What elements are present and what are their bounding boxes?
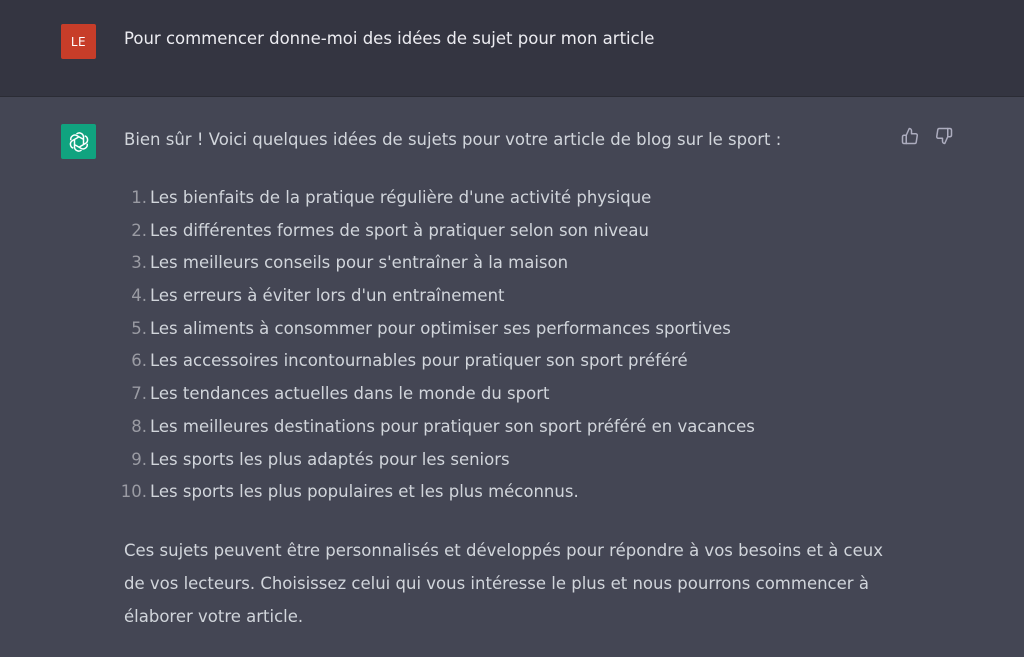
list-item-number: 4. bbox=[131, 286, 147, 306]
list-item-text: Les erreurs à éviter lors d'un entraînement bbox=[150, 286, 505, 306]
list-item bbox=[110, 480, 755, 513]
topic-list bbox=[110, 186, 755, 513]
list-item-text: Les différentes formes de sport à pratiquer selon son niveau bbox=[150, 220, 649, 240]
list-item-number: 9. bbox=[131, 449, 147, 469]
list-item-text: Les tendances actuelles dans le monde du sport bbox=[150, 384, 550, 404]
assistant-intro-text: Bien sûr ! Voici quelques idées de sujets pour votre article de blog sur le sport : bbox=[124, 130, 782, 149]
list-item bbox=[110, 349, 755, 382]
list-item-number: 7. bbox=[131, 384, 147, 404]
assistant-message-row bbox=[0, 97, 1024, 657]
thumbs-up-icon[interactable] bbox=[900, 126, 920, 146]
list-item bbox=[110, 317, 755, 350]
list-item-number: 1. bbox=[131, 188, 147, 207]
thumbs-down-icon[interactable] bbox=[934, 126, 954, 146]
list-item-number: 2. bbox=[131, 220, 147, 240]
list-item-text: Les sports les plus populaires et les plus méconnus. bbox=[150, 482, 579, 502]
openai-logo-icon bbox=[61, 124, 96, 159]
list-item-text: Les aliments à consommer pour optimiser ses performances sportives bbox=[150, 318, 731, 338]
list-item bbox=[110, 382, 755, 415]
list-item bbox=[110, 186, 755, 219]
list-item-text: Les accessoires incontournables pour pratiquer son sport préféré bbox=[150, 351, 688, 371]
list-item-number: 10. bbox=[120, 482, 147, 502]
list-item bbox=[110, 219, 755, 252]
list-item-text: Les meilleurs conseils pour s'entraîner à la maison bbox=[150, 253, 569, 273]
user-message-text: Pour commencer donne-moi des idées de sujet pour mon article bbox=[124, 29, 655, 48]
list-item bbox=[110, 284, 755, 317]
user-avatar: LE bbox=[61, 24, 96, 59]
list-item-text: Les sports les plus adaptés pour les seniors bbox=[150, 449, 510, 469]
list-item bbox=[110, 448, 755, 481]
list-item-text: Les bienfaits de la pratique régulière d'une activité physique bbox=[150, 188, 652, 207]
list-item bbox=[110, 251, 755, 284]
feedback-controls bbox=[900, 126, 954, 146]
list-item-number: 6. bbox=[131, 351, 147, 371]
list-item bbox=[110, 415, 755, 448]
user-message-row bbox=[0, 0, 1024, 97]
list-item-text: Les meilleures destinations pour pratiquer son sport préféré en vacances bbox=[150, 416, 755, 436]
list-item-number: 5. bbox=[131, 318, 147, 338]
list-item-number: 3. bbox=[131, 253, 147, 273]
assistant-outro-text: Ces sujets peuvent être personnalisés et développés pour répondre à vos besoins et à ceux de vos lecteurs. Choisissez celui qui vous intéresse le plus et nous pourrons commencer à élaborer votre article. bbox=[124, 541, 883, 626]
list-item-number: 8. bbox=[131, 416, 147, 436]
